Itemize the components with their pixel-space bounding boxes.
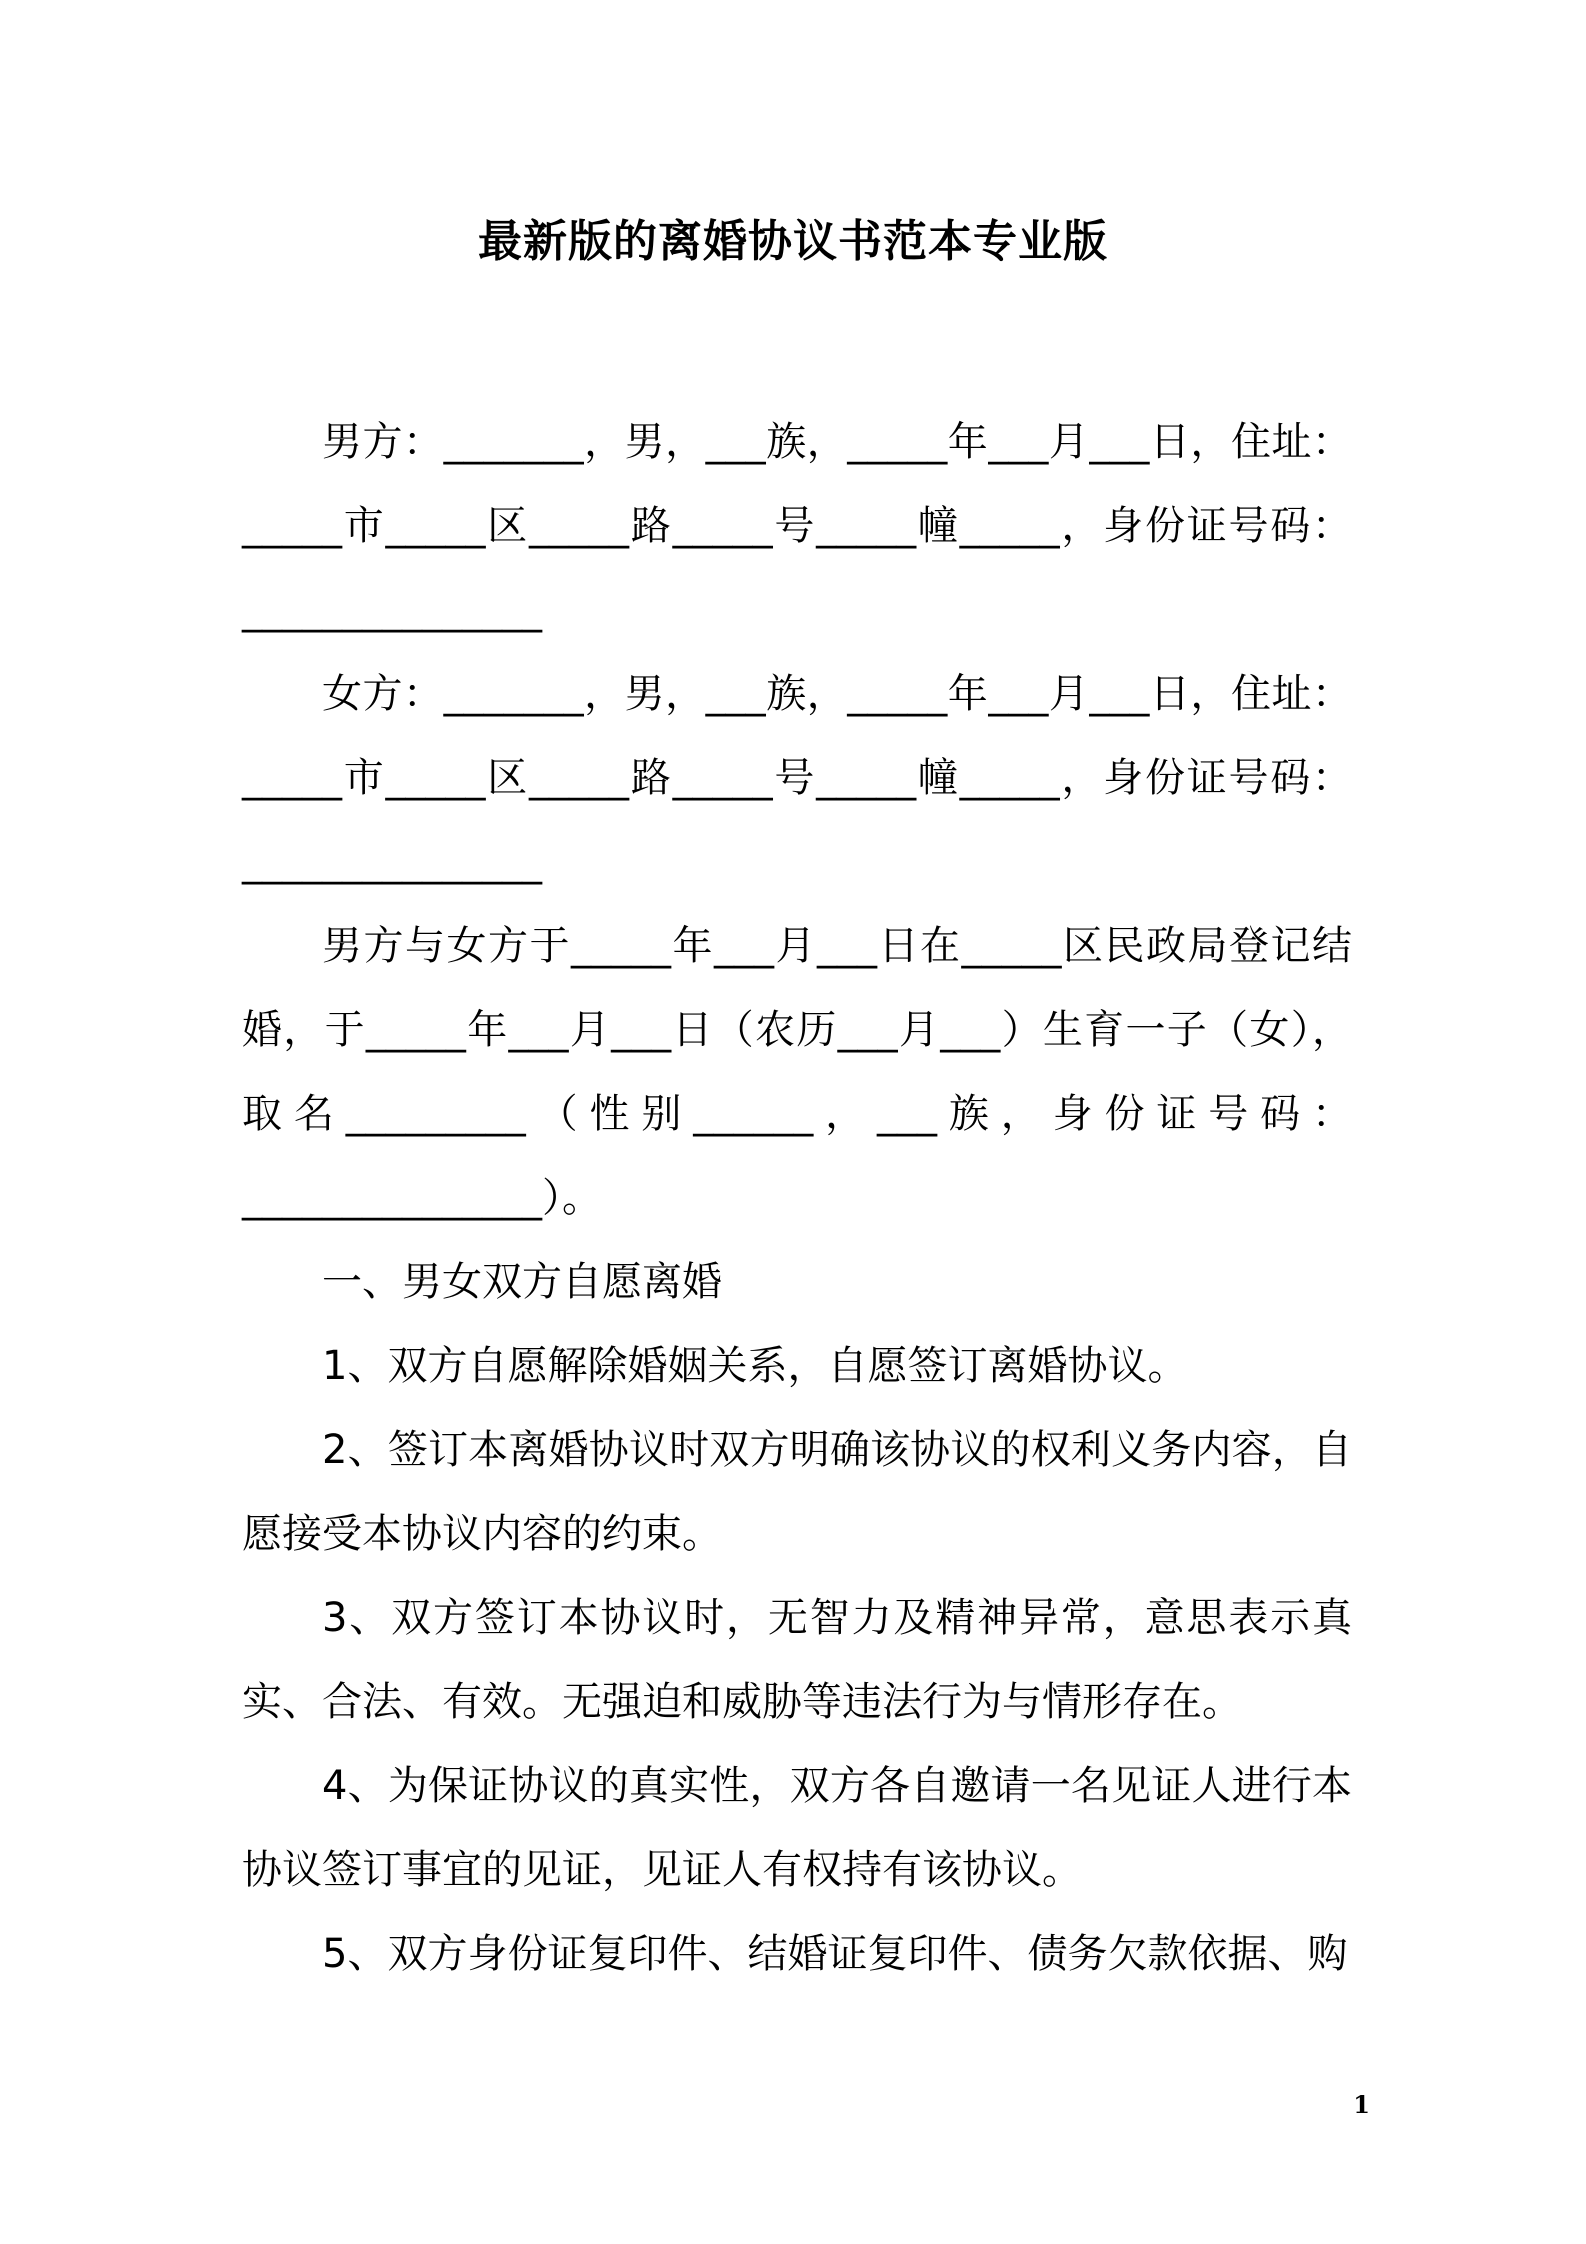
clause-4: 4、为保证协议的真实性，双方各自邀请一名见证人进行本协议签订事宜的见证，见证人有权持有该协议。 bbox=[242, 1763, 1352, 1893]
clause-5: 5、双方身份证复印件、结婚证复印件、债务欠款依据、购 bbox=[322, 1931, 1348, 1977]
paragraph-wife-info: 女方：_______，男，___族，_____年___月___日，住址：_____市_____区_____路_____号_____幢_____，身份证号码：_______________ bbox=[242, 671, 1352, 885]
section-heading-voluntary-divorce: 一、男女双方自愿离婚 bbox=[322, 1259, 722, 1305]
clause-1: 1、双方自愿解除婚姻关系，自愿签订离婚协议。 bbox=[322, 1343, 1188, 1389]
paragraph-husband-info: 男方：_______，男，___族，_____年___月___日，住址：_____市_____区_____路_____号_____幢_____，身份证号码：_______________ bbox=[242, 419, 1352, 633]
clause-3: 3、双方签订本协议时，无智力及精神异常，意思表示真实、合法、有效。无强迫和威胁等违法行为与情形存在。 bbox=[242, 1595, 1352, 1725]
document-body bbox=[242, 400, 1352, 1996]
paragraph-marriage-info: 男方与女方于_____年___月___日在_____区民政局登记结婚，于_____年___月___日（农历___月___）生育一子（女），取名_________（性别______，___族，身份证号码：_______________）。 bbox=[242, 923, 1352, 1221]
clause-2: 2、签订本离婚协议时双方明确该协议的权利义务内容，自愿接受本协议内容的约束。 bbox=[242, 1427, 1352, 1557]
document-title: 最新版的离婚协议书范本专业版 bbox=[478, 216, 1108, 267]
page-number: 1 bbox=[1353, 2090, 1370, 2119]
